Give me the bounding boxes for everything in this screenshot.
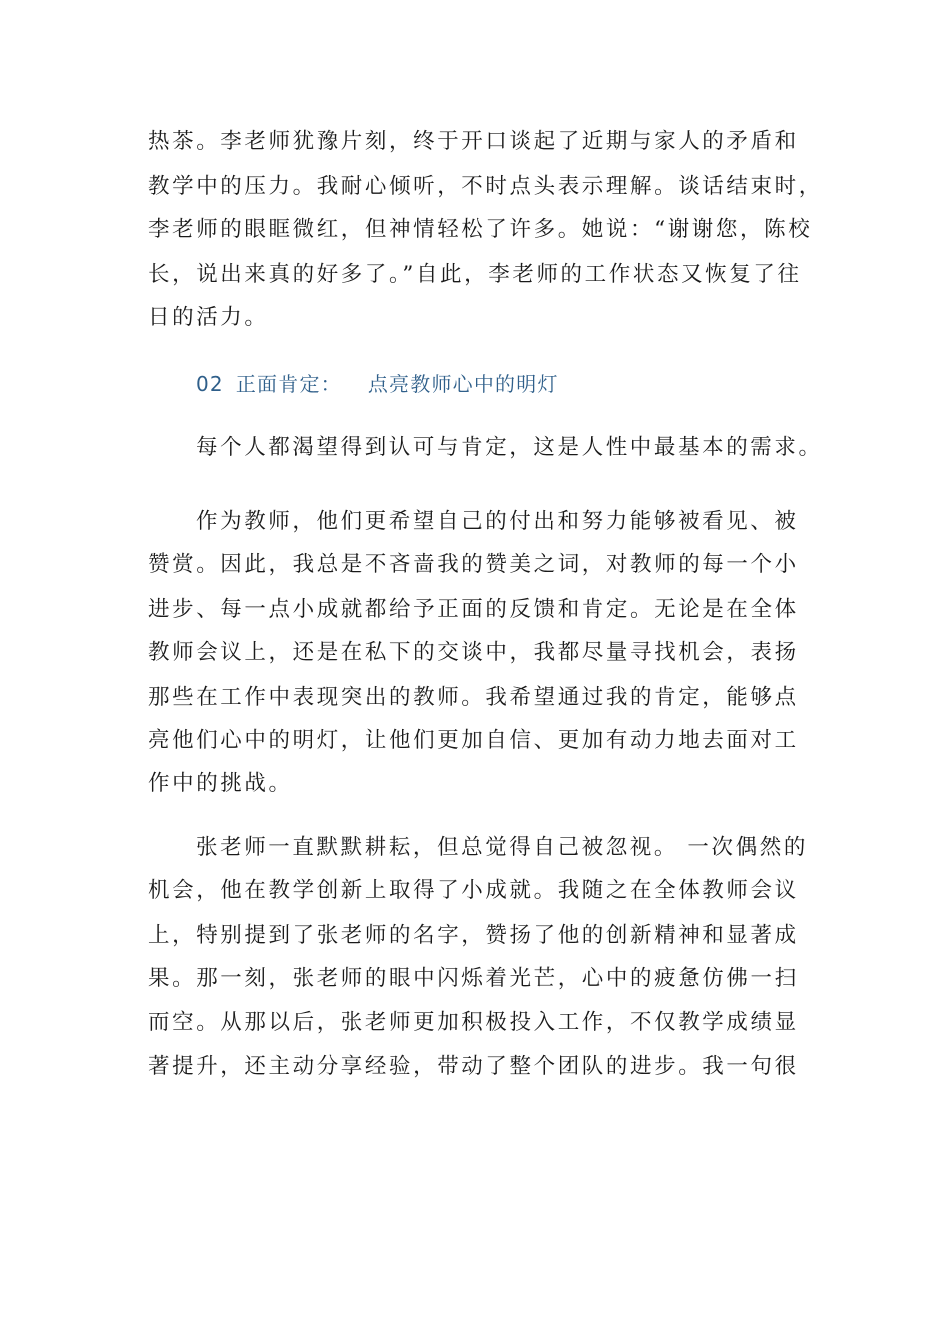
text-line: 热茶。李老师犹豫片刻，终于开口谈起了近期与家人的矛盾和 bbox=[148, 129, 799, 154]
text-line: 日的活力。 bbox=[148, 305, 269, 330]
text-line: 上，特别提到了张老师的名字，赞扬了他的创新精神和显著成 bbox=[148, 923, 799, 948]
section-heading bbox=[196, 366, 559, 402]
text-line: 教学中的压力。我耐心倾听，不时点头表示理解。谈话结束时， bbox=[148, 174, 823, 199]
section-number: 02 bbox=[196, 372, 224, 396]
text-line: 机会，他在教学创新上取得了小成就。我随之在全体教师会议 bbox=[148, 878, 799, 903]
text-line: 而空。从那以后，张老师更加积极投入工作，不仅教学成绩显 bbox=[148, 1010, 799, 1035]
section-title-lead: 正面肯定： bbox=[235, 372, 342, 396]
text-line: 亮他们心中的明灯，让他们更加自信、更加有动力地去面对工 bbox=[148, 728, 799, 753]
text-line: 著提升，还主动分享经验，带动了整个团队的进步。我一句很 bbox=[148, 1054, 799, 1079]
text-line: 进步、每一点小成就都给予正面的反馈和肯定。无论是在全体 bbox=[148, 597, 799, 622]
section-title-main: 点亮教师心中的明灯 bbox=[367, 372, 559, 396]
text-line: 作中的挑战。 bbox=[148, 771, 293, 796]
text-line: 张老师一直默默耕耘，但总觉得自己被忽视。 一次偶然的 bbox=[196, 835, 808, 860]
text-line: 教师会议上，还是在私下的交谈中，我都尽量寻找机会，表扬 bbox=[148, 640, 799, 665]
text-line: 每个人都渴望得到认可与肯定，这是人性中最基本的需求。 bbox=[196, 435, 823, 460]
text-line: 李老师的眼眶微红，但神情轻松了许多。她说：“谢谢您，陈校 bbox=[148, 217, 813, 242]
text-line: 作为教师，他们更希望自己的付出和努力能够被看见、被 bbox=[196, 509, 799, 534]
text-line: 果。那一刻，张老师的眼中闪烁着光芒，心中的疲惫仿佛一扫 bbox=[148, 966, 799, 991]
text-line: 那些在工作中表现突出的教师。我希望通过我的肯定，能够点 bbox=[148, 685, 799, 710]
text-line: 赞赏。因此，我总是不吝啬我的赞美之词，对教师的每一个小 bbox=[148, 552, 799, 577]
text-line: 长，说出来真的好多了。”自此，李老师的工作状态又恢复了往 bbox=[148, 262, 802, 287]
